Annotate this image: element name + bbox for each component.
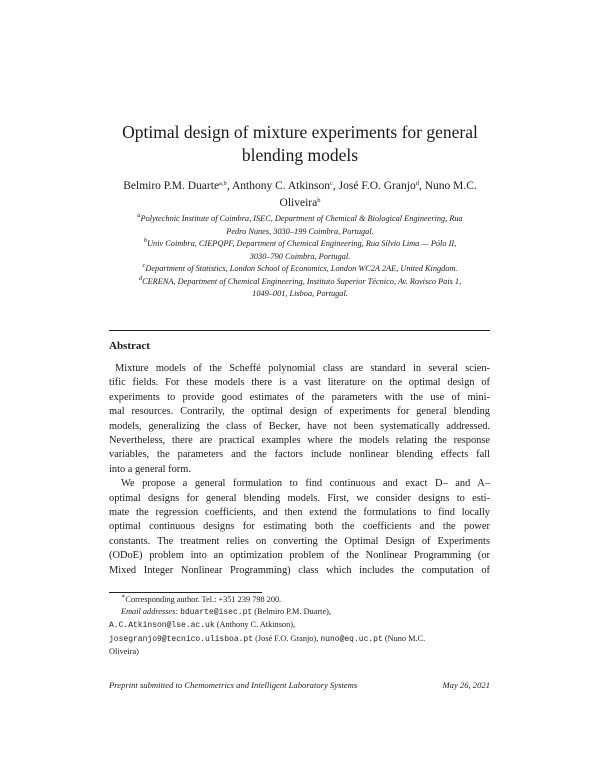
abstract-top-rule xyxy=(109,330,490,331)
affiliations xyxy=(98,213,502,301)
abstract-line: Nevertheless, there are practical examples where the models relating the response xyxy=(109,435,490,447)
author-line-1 xyxy=(0,178,600,195)
affil-text: Department of Statistics, London School of Economics, London WC2A 2AE, United Kingdom. xyxy=(145,264,458,273)
footnotes xyxy=(109,594,490,658)
author-separator: , xyxy=(226,180,232,192)
author-name: José F.O. Granjo xyxy=(338,180,416,192)
affil-text: Polytechnic Institute of Coimbra, ISEC, Department of Chemical & Biological Engineering, Rua xyxy=(140,214,463,223)
paper-title xyxy=(0,121,600,167)
author-affil-mark: a,b xyxy=(219,180,227,187)
abstract-line: experiments to provide good estimates of the parameters with the use of mini- xyxy=(109,391,490,403)
email-owner: (Nuno M.C. xyxy=(382,633,426,643)
abstract-heading: Abstract xyxy=(109,340,150,352)
footer-date: May 26, 2021 xyxy=(442,680,490,690)
abstract-line: optimal continuous designs for estimating both the coefficients and the power xyxy=(109,521,490,533)
email-owner: (Belmiro P.M. Duarte), xyxy=(252,607,331,617)
author-name: Oliveira xyxy=(279,197,318,209)
abstract-line: optimal designs for general blending models. First, we consider designs to esti- xyxy=(109,492,490,504)
abstract-line: models, generalizing the class of Becker, have not been systematically addressed. xyxy=(109,420,490,432)
affil-label: d xyxy=(138,274,143,282)
footnote-mark: ∗ xyxy=(121,593,126,600)
email-label: Email addresses: xyxy=(121,607,179,617)
author-affil-mark: d xyxy=(415,180,419,187)
email-owner: (Anthony C. Atkinson), xyxy=(214,620,296,630)
affiliation-a xyxy=(98,213,502,226)
affil-label: a xyxy=(137,212,141,219)
abstract-line: mate the regression coefficients, and then extend the formulations to find locally xyxy=(109,507,490,519)
author-list xyxy=(0,178,600,212)
footer-journal: Preprint submitted to Chemometrics and Intelligent Laboratory Systems xyxy=(109,680,358,690)
email-link[interactable]: josegranjo9@tecnico.ulisboa.pt xyxy=(109,634,254,644)
abstract-line: (ODoE) problem into an optimization problem of the Nonlinear Programming (or xyxy=(109,550,490,562)
footnote-email-line-2 xyxy=(109,619,490,632)
author-name: Nuno M.C. xyxy=(424,180,477,192)
affil-label: c xyxy=(142,262,146,269)
affil-text: Univ Coimbra, CIEPQPF, Department of Chemical Engineering, Rua Sílvio Lima — Pólo II, xyxy=(147,239,457,248)
author-line-2 xyxy=(0,195,600,212)
abstract-line: tific fields. For these models there is a vast literature on the optimal design of xyxy=(109,377,490,389)
affiliation-c xyxy=(98,263,502,276)
author-separator: , xyxy=(332,180,339,192)
email-link[interactable]: nuno@eq.uc.pt xyxy=(320,634,383,644)
abstract-line: Mixed Integer Nonlinear Programming) class which includes the computation of xyxy=(109,564,490,576)
email-link[interactable]: bduarte@isec.pt xyxy=(180,608,253,618)
author-name: Anthony C. Atkinson xyxy=(231,180,331,192)
email-link[interactable]: A.C.Atkinson@lse.ac.uk xyxy=(109,621,215,631)
footnote-corresponding xyxy=(109,594,490,606)
abstract-line: constants. The treatment relies on converting the Optimal Design of Experiments xyxy=(109,535,490,547)
abstract-line: We propose a general formulation to find continuous and exact D– and A– xyxy=(121,478,490,490)
affiliation-b-cont: 3030–790 Coimbra, Portugal. xyxy=(249,251,351,261)
affiliation-d-cont: 1049–001, Lisboa, Portugal. xyxy=(252,289,348,298)
affiliation-d xyxy=(98,276,502,289)
email-owner: (José F.O. Granjo), xyxy=(253,633,321,643)
abstract-line: mal resources. Contrarily, the optimal design of experiments for general blending xyxy=(109,406,490,418)
abstract-line: Mixture models of the Scheffé polynomial class are standard in several scien- xyxy=(115,363,490,374)
title-line-1: Optimal design of mixture experiments for general xyxy=(122,122,478,142)
affiliation-b xyxy=(98,238,502,251)
title-line-2: blending models xyxy=(241,145,359,165)
page-footer xyxy=(109,680,490,690)
footnote-email-line-3 xyxy=(109,633,490,646)
abstract-line: variables, the parameters and the factors include nonlinear blending effects fall xyxy=(109,449,490,461)
author-separator: , xyxy=(418,180,425,192)
affil-text: CERENA, Department of Chemical Engineering, Instituto Superior Técnico, Av. Rovisco Pais 1, xyxy=(142,276,462,286)
footnote-email-line-1 xyxy=(109,606,490,619)
affil-label: b xyxy=(143,237,148,244)
author-affil-mark: c xyxy=(330,180,333,187)
footnote-rule xyxy=(109,592,262,593)
footnote-text: Corresponding author. Tel.: +351 239 798 200. xyxy=(125,595,282,604)
affiliation-a-cont: Pedro Nunes, 3030–199 Coimbra, Portugal. xyxy=(226,226,374,236)
author-name: Belmiro P.M. Duarte xyxy=(123,180,220,192)
author-affil-mark: b xyxy=(317,197,321,204)
footnote-email-line-4: Oliveira) xyxy=(109,646,139,656)
abstract-body xyxy=(109,362,490,578)
abstract-line: into a general form. xyxy=(109,463,191,475)
